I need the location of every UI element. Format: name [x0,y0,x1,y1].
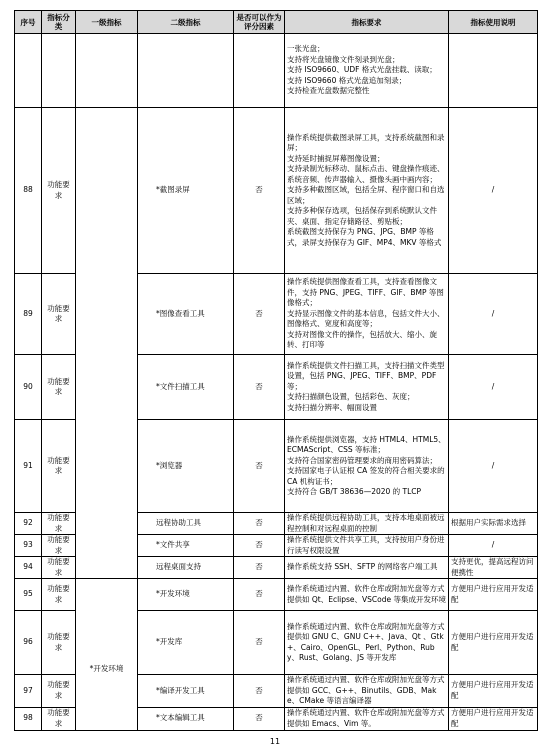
table-header-row [15,11,538,34]
seq-cell: 91 [15,420,42,513]
seq-cell: 94 [15,557,42,579]
page-number: 11 [269,737,281,746]
table-row [15,34,538,108]
level1-cell [76,108,138,579]
requirement-cell [285,611,449,675]
seq-cell: 93 [15,535,42,557]
category-cell: 功能要求 [42,108,76,274]
indicator-table [14,10,538,731]
requirement-cell [285,557,449,579]
seq-cell: 98 [15,707,42,730]
requirement-line: 操作系统通过内置、软件仓库或附加光盘等方式提供如 Qt、Eclipse、VSCode 等集成开发环境 [287,584,447,604]
header-requirement: 指标要求 [285,11,449,34]
level1-cell [76,34,138,108]
usage-cell: / [449,108,538,274]
category-cell: 功能要求 [42,611,76,675]
seq-cell [15,34,42,108]
level2-cell: *文件扫描工具 [138,355,234,420]
requirement-line: 操作系统通过内置、软件仓库或附加光盘等方式提供如 Emacs、Vim 等。 [287,708,445,728]
level2-cell: *开发库 [138,611,234,675]
category-cell [42,34,76,108]
scoring-cell: 否 [234,274,285,355]
usage-cell: 根据用户实际需求选择 [449,513,538,535]
requirement-cell [285,535,449,557]
category-cell: 功能要求 [42,274,76,355]
scoring-cell: 否 [234,513,285,535]
table-row [15,108,538,274]
scoring-cell: 否 [234,420,285,513]
level2-cell: *浏览器 [138,420,234,513]
level2-cell: *图像查看工具 [138,274,234,355]
requirement-line: 操作系统通过内置、软件仓库或附加光盘等方式提供如 GNU C、GNU C++、Java、Qt 、Gtk+、Cairo、OpenGL、Perl、Python、Ruby、Rust、Golang、JS 等开发库 [287,621,445,662]
requirement-cell [285,420,449,513]
seq-cell: 89 [15,274,42,355]
usage-cell: 支持更优，提高远程访问便携性 [449,557,538,579]
seq-cell: 96 [15,611,42,675]
requirement-cell [285,34,449,108]
requirement-line: 操作系统提供浏览器，支持 HTML4、HTML5、ECMAScript、CSS 等标准； [287,434,446,454]
requirement-line: 支持多种保存选项，包括保存到系统默认文件夹、桌面、指定存储路径、剪贴板； [287,206,437,226]
usage-cell: / [449,274,538,355]
requirement-line: 支持延时捕捉屏幕图像设置； [287,153,385,163]
usage-cell: / [449,535,538,557]
level2-cell: *编译开发工具 [138,675,234,708]
usage-cell: 方便用户进行应用开发适配 [449,579,538,611]
category-cell: 功能要求 [42,355,76,420]
scoring-cell: 否 [234,108,285,274]
usage-cell: / [449,355,538,420]
requirement-cell [285,707,449,730]
requirement-line: 操作系统提供远程协助工具，支持本地桌面被远程控制和对远程桌面的控制 [287,513,445,533]
requirement-line: 操作系统提供图像查看工具，支持查看图像文件，支持 PNG、JPEG、TIFF、GIF、BMP 等图像格式； [287,277,444,308]
header-category: 指标分类 [42,11,76,34]
seq-cell: 95 [15,579,42,611]
usage-cell: 方便用户进行应用开发适配 [449,707,538,730]
header-scoring: 是否可以作为评分因素 [234,11,285,34]
scoring-cell [234,34,285,108]
category-cell: 功能要求 [42,707,76,730]
usage-cell [449,34,538,108]
requirement-line: 支持显示图像文件的基本信息，包括文件大小、图像格式、宽度和高度等； [287,308,445,329]
table-row [15,579,538,611]
requirement-line: 操作系统支持 SSH、SFTP 的网络客户端工具 [287,562,438,572]
scoring-cell: 否 [234,557,285,579]
header-usage: 指标使用说明 [449,11,538,34]
header-level2: 二级指标 [138,11,234,34]
requirement-line: 操作系统提供文件共享工具，支持按用户身份进行读写权限设置 [287,535,445,555]
header-level1: 一级指标 [76,11,138,34]
requirement-line: 支持扫描颜色设置，包括彩色、灰度； [287,392,415,402]
requirement-cell [285,579,449,611]
category-cell: 功能要求 [42,579,76,611]
seq-cell: 90 [15,355,42,420]
category-cell: 功能要求 [42,535,76,557]
requirement-cell [285,274,449,355]
usage-cell: 方便用户进行应用开发适配 [449,611,538,675]
requirement-line: 支持多种截图区域，包括全屏、程序窗口和自选区域； [287,185,445,205]
requirement-line: 操作系统提供文件扫描工具，支持扫描文件类型设置，包括 PNG、JPEG、TIFF、BMP、PDF 等； [287,360,445,391]
requirement-cell [285,513,449,535]
requirement-cell [285,675,449,708]
seq-cell: 88 [15,108,42,274]
usage-cell: 方便用户进行应用开发适配 [449,675,538,708]
level2-cell: 远程协助工具 [138,513,234,535]
requirement-line: 系统截图支持保存为 PNG、JPG、BMP 等格式，录屏支持保存为 GIF、MP4、MKV 等格式 [287,227,442,247]
requirement-line: 一张光盘； [287,44,325,54]
requirement-cell [285,108,449,274]
requirement-line: 支持国家电子认证根 CA 签发的符合相关要求的 CA 机构证书； [287,466,445,486]
requirement-line: 操作系统提供截图录屏工具，支持系统截图和录屏； [287,132,445,153]
requirement-line: 支持 ISO9660 格式光盘追加刻录； [287,75,407,85]
requirement-line: 支持 ISO9660、UDF 格式光盘挂载、读取； [287,65,437,75]
requirement-cell [285,355,449,420]
level2-cell: *文件共享 [138,535,234,557]
requirement-line: 支持符合 GB/T 38636—2020 的 TLCP [287,487,422,496]
scoring-cell: 否 [234,535,285,557]
requirement-line: 支持检查光盘数据完整性 [287,86,370,96]
seq-cell: 97 [15,675,42,708]
scoring-cell: 否 [234,675,285,708]
level1-cell-dev-env: *开发环境 [76,579,138,731]
level2-cell: *文本编辑工具 [138,707,234,730]
header-seq: 序号 [15,11,42,34]
category-cell: 功能要求 [42,675,76,708]
requirement-line: 支持录制光标移动、鼠标点击、键盘操作痕迹、系统音频、传声器输入、摄像头画中画内容； [287,164,445,184]
seq-cell: 92 [15,513,42,535]
category-cell: 功能要求 [42,513,76,535]
level2-cell: *截图录屏 [138,108,234,274]
requirement-line: 支持将光盘镜像文件刻录到光盘； [287,54,400,64]
level2-cell: *开发环境 [138,579,234,611]
level2-cell [138,34,234,108]
requirement-line: 支持对图像文件的操作，包括放大、缩小、旋转、打印等 [287,329,437,350]
scoring-cell: 否 [234,707,285,730]
level2-cell: 远程桌面支持 [138,557,234,579]
scoring-cell: 否 [234,355,285,420]
requirement-line: 支持扫描分辨率、幅面设置 [287,402,377,412]
scoring-cell: 否 [234,611,285,675]
scoring-cell: 否 [234,579,285,611]
requirement-line: 支持符合国家密码管理要求的商用密码算法； [287,455,437,465]
requirement-line: 操作系统通过内置、软件仓库或附加光盘等方式提供如 GCC、G++、Binutils、GDB、Make、CMake 等语言编译器 [287,675,445,705]
usage-cell: / [449,420,538,513]
category-cell: 功能要求 [42,420,76,513]
category-cell: 功能要求 [42,557,76,579]
